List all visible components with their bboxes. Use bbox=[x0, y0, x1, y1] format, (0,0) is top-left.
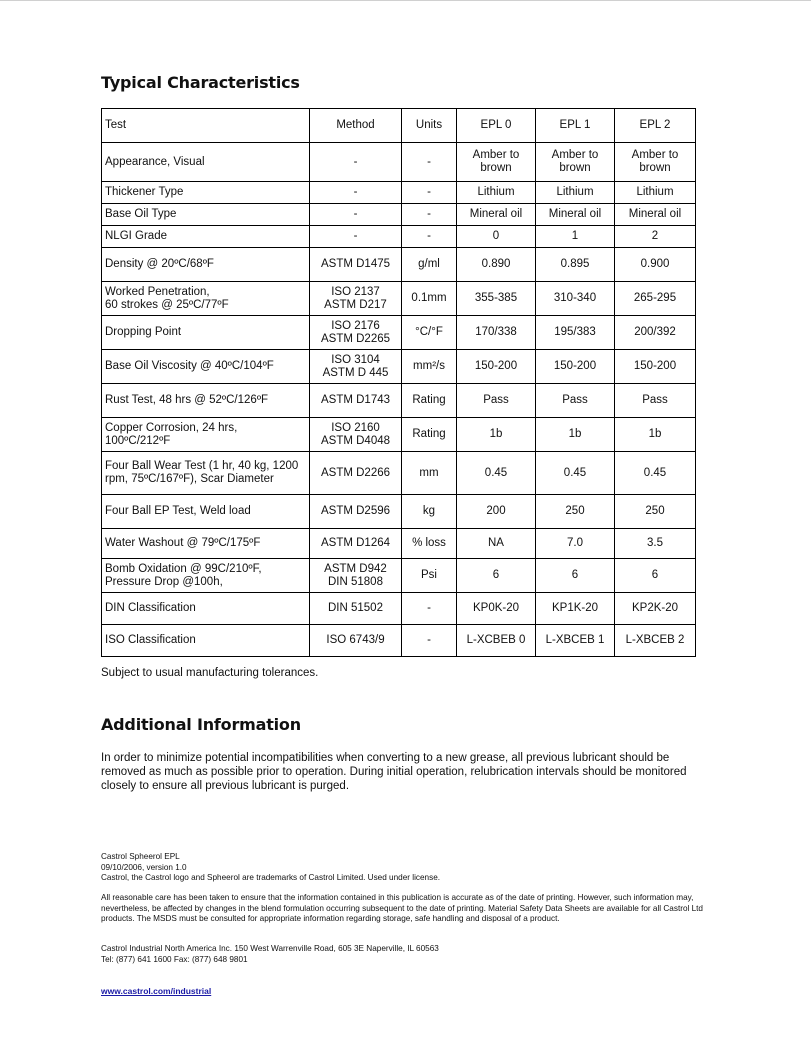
page-top-divider bbox=[0, 0, 811, 1]
cell-test: Thickener Type bbox=[102, 182, 310, 204]
cell-epl0: 6 bbox=[457, 559, 536, 593]
table-row bbox=[102, 559, 696, 593]
additional-information-text: In order to minimize potential incompatibilities when converting to a new grease, all previous lubricant should be removed as much as possible prior to operation. During initial operation, relubrication intervals should be monitored closely to ensure all previous lubricant is purged. bbox=[101, 752, 687, 792]
cell-units: - bbox=[402, 182, 457, 204]
cell-epl0: 0.890 bbox=[457, 248, 536, 282]
cell-method: ASTM D942 DIN 51808 bbox=[310, 559, 402, 593]
cell-test: Four Ball EP Test, Weld load bbox=[102, 495, 310, 529]
cell-epl0: 355-385 bbox=[457, 282, 536, 316]
cell-units: 0.1mm bbox=[402, 282, 457, 316]
cell-test: Worked Penetration, 60 strokes @ 25ºC/77ºF bbox=[102, 282, 310, 316]
column-header-test: Test bbox=[102, 109, 310, 143]
cell-test: Base Oil Type bbox=[102, 204, 310, 226]
cell-test: Four Ball Wear Test (1 hr, 40 kg, 1200 rpm, 75ºC/167ºF), Scar Diameter bbox=[102, 452, 310, 495]
cell-method: ASTM D1264 bbox=[310, 529, 402, 559]
cell-epl1: 195/383 bbox=[536, 316, 615, 350]
cell-method: ASTM D1743 bbox=[310, 384, 402, 418]
table-row bbox=[102, 529, 696, 559]
cell-epl1: L-XBCEB 1 bbox=[536, 625, 615, 657]
cell-method: ISO 6743/9 bbox=[310, 625, 402, 657]
cell-test: NLGI Grade bbox=[102, 226, 310, 248]
cell-test: Dropping Point bbox=[102, 316, 310, 350]
cell-epl2: 3.5 bbox=[615, 529, 696, 559]
cell-epl1: 1b bbox=[536, 418, 615, 452]
cell-epl1: 6 bbox=[536, 559, 615, 593]
cell-epl0: 200 bbox=[457, 495, 536, 529]
cell-epl2: 2 bbox=[615, 226, 696, 248]
table-row bbox=[102, 350, 696, 384]
cell-epl1: Mineral oil bbox=[536, 204, 615, 226]
cell-method: - bbox=[310, 143, 402, 182]
cell-epl1: 0.45 bbox=[536, 452, 615, 495]
table-row bbox=[102, 418, 696, 452]
cell-epl1: 1 bbox=[536, 226, 615, 248]
table-row bbox=[102, 452, 696, 495]
cell-epl2: 265-295 bbox=[615, 282, 696, 316]
cell-test: DIN Classification bbox=[102, 593, 310, 625]
cell-epl0: 0.45 bbox=[457, 452, 536, 495]
cell-method: ISO 2137 ASTM D217 bbox=[310, 282, 402, 316]
table-row bbox=[102, 282, 696, 316]
cell-method: ASTM D2596 bbox=[310, 495, 402, 529]
cell-units: - bbox=[402, 593, 457, 625]
section-title-typical-characteristics: Typical Characteristics bbox=[101, 73, 300, 92]
cell-epl1: 0.895 bbox=[536, 248, 615, 282]
table-body bbox=[102, 143, 696, 657]
cell-units: Rating bbox=[402, 418, 457, 452]
cell-epl2: Lithium bbox=[615, 182, 696, 204]
cell-units: g/ml bbox=[402, 248, 457, 282]
cell-method: ISO 3104 ASTM D 445 bbox=[310, 350, 402, 384]
cell-epl1: 7.0 bbox=[536, 529, 615, 559]
cell-method: ISO 2160 ASTM D4048 bbox=[310, 418, 402, 452]
cell-epl1: KP1K-20 bbox=[536, 593, 615, 625]
column-header-epl1: EPL 1 bbox=[536, 109, 615, 143]
cell-epl1: Lithium bbox=[536, 182, 615, 204]
table-row bbox=[102, 625, 696, 657]
cell-test: Bomb Oxidation @ 99C/210ºF, Pressure Drop @100h, bbox=[102, 559, 310, 593]
cell-epl0: Mineral oil bbox=[457, 204, 536, 226]
cell-test: Water Washout @ 79ºC/175ºF bbox=[102, 529, 310, 559]
cell-epl2: 1b bbox=[615, 418, 696, 452]
table-row bbox=[102, 248, 696, 282]
cell-test: Appearance, Visual bbox=[102, 143, 310, 182]
cell-test: Rust Test, 48 hrs @ 52ºC/126ºF bbox=[102, 384, 310, 418]
cell-units: - bbox=[402, 204, 457, 226]
footer-address: Castrol Industrial North America Inc. 150 West Warrenville Road, 605 3E Naperville, IL 60563 Tel: (877) 641 1600 Fax: (877) 648 9801 bbox=[101, 944, 439, 964]
footer-disclaimer: All reasonable care has been taken to ensure that the information contained in this publication is accurate as of the date of printing. However, such information may, nevertheless, be affected by changes in the blend formulation occurring subsequent to the date of printing. Material Safety Data Sheets are available for all Castrol Ltd products. The MSDS must be consulted for appropriate information regarding storage, safe handling and disposal of a product. bbox=[101, 893, 703, 923]
cell-epl0: Amber to brown bbox=[457, 143, 536, 182]
cell-epl2: 250 bbox=[615, 495, 696, 529]
column-header-method: Method bbox=[310, 109, 402, 143]
cell-units: - bbox=[402, 143, 457, 182]
table-row bbox=[102, 495, 696, 529]
section-title-additional-information: Additional Information bbox=[101, 715, 301, 734]
cell-units: kg bbox=[402, 495, 457, 529]
table-row bbox=[102, 143, 696, 182]
table-row bbox=[102, 182, 696, 204]
cell-epl0: 0 bbox=[457, 226, 536, 248]
tolerance-note: Subject to usual manufacturing tolerances. bbox=[101, 667, 319, 679]
column-header-epl0: EPL 0 bbox=[457, 109, 536, 143]
column-header-units: Units bbox=[402, 109, 457, 143]
cell-units: Rating bbox=[402, 384, 457, 418]
cell-epl0: KP0K-20 bbox=[457, 593, 536, 625]
cell-epl2: 0.45 bbox=[615, 452, 696, 495]
footer-product-info: Castrol Spheerol EPL 09/10/2006, version 1.0 Castrol, the Castrol logo and Spheerol are trademarks of Castrol Limited. Used under license. bbox=[101, 852, 441, 882]
cell-method: DIN 51502 bbox=[310, 593, 402, 625]
characteristics-table bbox=[101, 108, 696, 657]
table-row bbox=[102, 384, 696, 418]
cell-method: ISO 2176 ASTM D2265 bbox=[310, 316, 402, 350]
cell-units: Psi bbox=[402, 559, 457, 593]
cell-units: °C/°F bbox=[402, 316, 457, 350]
table-row bbox=[102, 204, 696, 226]
cell-epl2: KP2K-20 bbox=[615, 593, 696, 625]
cell-epl1: Amber to brown bbox=[536, 143, 615, 182]
table-header-row bbox=[102, 109, 696, 143]
cell-epl0: 1b bbox=[457, 418, 536, 452]
cell-epl2: Amber to brown bbox=[615, 143, 696, 182]
cell-epl0: 170/338 bbox=[457, 316, 536, 350]
table-row bbox=[102, 316, 696, 350]
cell-epl1: 150-200 bbox=[536, 350, 615, 384]
cell-method: ASTM D1475 bbox=[310, 248, 402, 282]
cell-epl0: Lithium bbox=[457, 182, 536, 204]
cell-epl0: NA bbox=[457, 529, 536, 559]
cell-test: Copper Corrosion, 24 hrs, 100ºC/212ºF bbox=[102, 418, 310, 452]
cell-test: Base Oil Viscosity @ 40ºC/104ºF bbox=[102, 350, 310, 384]
cell-method: ASTM D2266 bbox=[310, 452, 402, 495]
cell-epl2: 150-200 bbox=[615, 350, 696, 384]
cell-units: mm²/s bbox=[402, 350, 457, 384]
cell-epl0: Pass bbox=[457, 384, 536, 418]
column-header-epl2: EPL 2 bbox=[615, 109, 696, 143]
cell-method: - bbox=[310, 204, 402, 226]
cell-test: Density @ 20ºC/68ºF bbox=[102, 248, 310, 282]
cell-epl2: L-XBCEB 2 bbox=[615, 625, 696, 657]
castrol-website-link[interactable]: www.castrol.com/industrial bbox=[101, 986, 212, 996]
cell-epl1: 310-340 bbox=[536, 282, 615, 316]
cell-units: - bbox=[402, 226, 457, 248]
cell-epl2: 0.900 bbox=[615, 248, 696, 282]
table-row bbox=[102, 226, 696, 248]
cell-epl2: Pass bbox=[615, 384, 696, 418]
cell-epl0: L-XCBEB 0 bbox=[457, 625, 536, 657]
cell-epl1: 250 bbox=[536, 495, 615, 529]
cell-epl2: Mineral oil bbox=[615, 204, 696, 226]
cell-method: - bbox=[310, 226, 402, 248]
cell-test: ISO Classification bbox=[102, 625, 310, 657]
cell-units: % loss bbox=[402, 529, 457, 559]
cell-epl2: 6 bbox=[615, 559, 696, 593]
cell-method: - bbox=[310, 182, 402, 204]
cell-units: - bbox=[402, 625, 457, 657]
cell-units: mm bbox=[402, 452, 457, 495]
cell-epl1: Pass bbox=[536, 384, 615, 418]
cell-epl0: 150-200 bbox=[457, 350, 536, 384]
cell-epl2: 200/392 bbox=[615, 316, 696, 350]
table-row bbox=[102, 593, 696, 625]
